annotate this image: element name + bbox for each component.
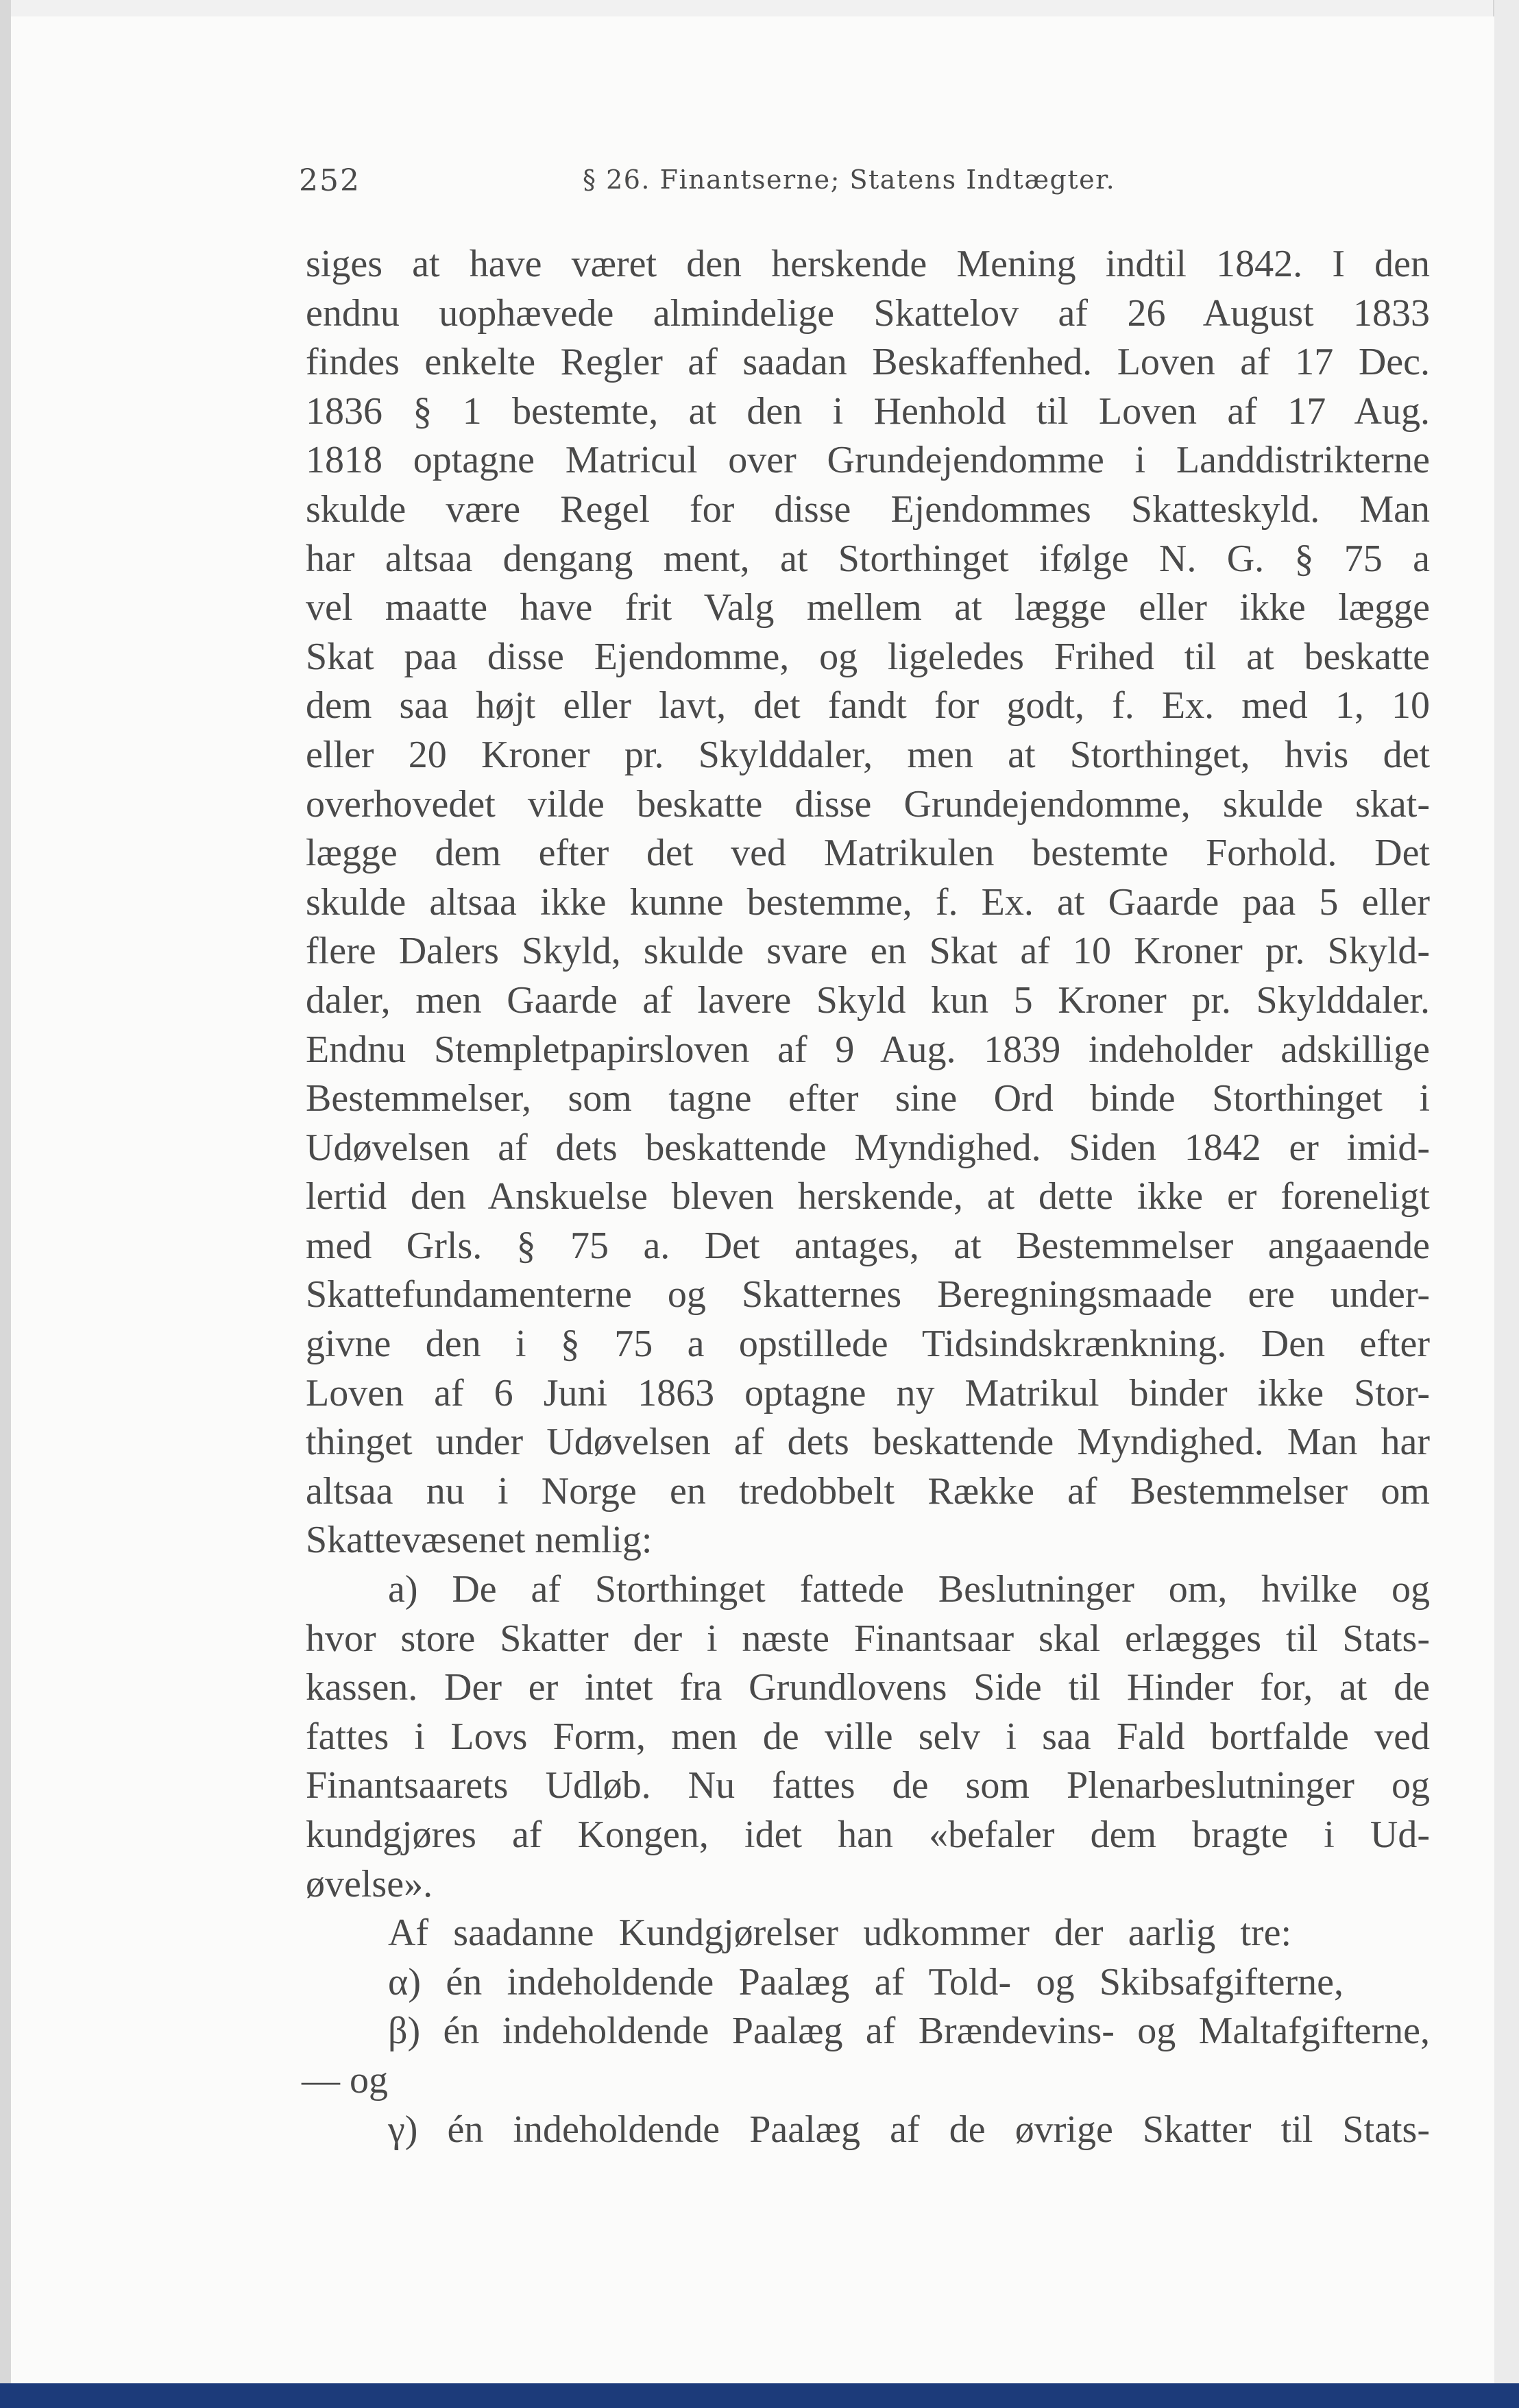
text-line: Skattevæsenet nemlig: bbox=[306, 1519, 653, 1562]
text-line: vel maatte have frit Valg mellem at lægge eller ikke lægge bbox=[306, 586, 1430, 629]
page-number: 252 bbox=[299, 163, 361, 198]
body-text bbox=[302, 240, 1430, 2154]
text-line: kundgjøres af Kongen, idet han «befaler dem bragte i Ud- bbox=[306, 1814, 1430, 1856]
text-line: Bestemmelser, som tagne efter sine Ord binde Storthinget i bbox=[306, 1077, 1430, 1120]
scan-edge-top bbox=[0, 0, 1519, 18]
text-line: γ) én indeholdende Paalæg af de øvrige Skatter til Stats- bbox=[388, 2108, 1430, 2151]
text-line: daler, men Gaarde af lavere Skyld kun 5 Kroner pr. Skylddaler. bbox=[306, 978, 1430, 1022]
header-title: § 26. Finantserne; Statens Indtægter. bbox=[583, 165, 1116, 195]
text-line: eller 20 Kroner pr. Skylddaler, men at Storthinget, hvis det bbox=[306, 733, 1430, 776]
text-line: Endnu Stempletpapirsloven af 9 Aug. 1839 indeholder adskillige bbox=[306, 1028, 1430, 1071]
text-line: dem saa højt eller lavt, det fandt for godt, f. Ex. med 1, 10 bbox=[306, 684, 1430, 727]
text-line: Skat paa disse Ejendomme, og ligeledes Frihed til at beskatte bbox=[306, 635, 1430, 678]
text-line: har altsaa dengang ment, at Storthinget ifølge N. G. § 75 a bbox=[306, 537, 1430, 580]
text-line: flere Dalers Skyld, skulde svare en Skat af 10 Kroner pr. Skyld- bbox=[306, 930, 1430, 973]
text-line: 1818 optagne Matricul over Grundejendomme i Landdistrikterne bbox=[306, 439, 1430, 482]
text-line: Loven af 6 Juni 1863 optagne ny Matrikul binder ikke Stor- bbox=[306, 1371, 1430, 1414]
text-line: α) én indeholdende Paalæg af Told- og Skibsafgifterne, bbox=[388, 1960, 1344, 2003]
text-line: Skattefundamenterne og Skatternes Beregningsmaade ere under- bbox=[306, 1273, 1430, 1316]
text-line: altsaa nu i Norge en tredobbelt Række af Bestemmelser om bbox=[306, 1469, 1430, 1513]
text-line: fattes i Lovs Form, men de ville selv i saa Fald bortfalde ved bbox=[306, 1715, 1430, 1758]
scan-edge-right bbox=[1493, 0, 1519, 2408]
running-header bbox=[299, 155, 1423, 210]
text-line: lertid den Anskuelse bleven herskende, at dette ikke er foreneligt bbox=[306, 1175, 1430, 1218]
text-line: endnu uophævede almindelige Skattelov af 26 August 1833 bbox=[306, 291, 1430, 335]
text-line: — og bbox=[302, 2058, 388, 2102]
text-line: Af saadanne Kundgjørelser udkommer der aarlig tre: bbox=[388, 1912, 1291, 1955]
text-line: skulde være Regel for disse Ejendommes Skatteskyld. Man bbox=[306, 487, 1430, 531]
text-line: β) én indeholdende Paalæg af Brændevins- og Maltafgifterne, bbox=[388, 2010, 1430, 2053]
text-line: siges at have været den herskende Mening indtil 1842. I den bbox=[306, 243, 1430, 285]
scan-edge-left bbox=[0, 0, 11, 2408]
text-line: thinget under Udøvelsen af dets beskattende Myndighed. Man har bbox=[306, 1421, 1430, 1464]
text-line: Udøvelsen af dets beskattende Myndighed. Siden 1842 er imid- bbox=[306, 1126, 1430, 1169]
text-line: kassen. Der er intet fra Grundlovens Side til Hinder for, at de bbox=[306, 1666, 1430, 1709]
text-line: 1836 § 1 bestemte, at den i Henhold til Loven af 17 Aug. bbox=[306, 389, 1430, 433]
text-line: hvor store Skatter der i næste Finantsaar skal erlægges til Stats- bbox=[306, 1617, 1430, 1660]
scan-edge-bottom bbox=[0, 2383, 1519, 2408]
text-line: givne den i § 75 a opstillede Tidsindskrænkning. Den efter bbox=[306, 1323, 1430, 1366]
text-line: lægge dem efter det ved Matrikulen bestemte Forhold. Det bbox=[306, 832, 1430, 875]
text-line: Finantsaarets Udløb. Nu fattes de som Plenarbeslutninger og bbox=[306, 1764, 1430, 1807]
text-line: findes enkelte Regler af saadan Beskaffenhed. Loven af 17 Dec. bbox=[306, 341, 1430, 384]
text-line: med Grls. § 75 a. Det antages, at Bestemmelser angaaende bbox=[306, 1224, 1430, 1267]
text-line: overhovedet vilde beskatte disse Grundejendomme, skulde skat- bbox=[306, 782, 1430, 826]
text-line: øvelse». bbox=[306, 1862, 433, 1905]
text-line: skulde altsaa ikke kunne bestemme, f. Ex. at Gaarde paa 5 eller bbox=[306, 880, 1430, 924]
text-line: a) De af Storthinget fattede Beslutninger om, hvilke og bbox=[388, 1568, 1430, 1611]
